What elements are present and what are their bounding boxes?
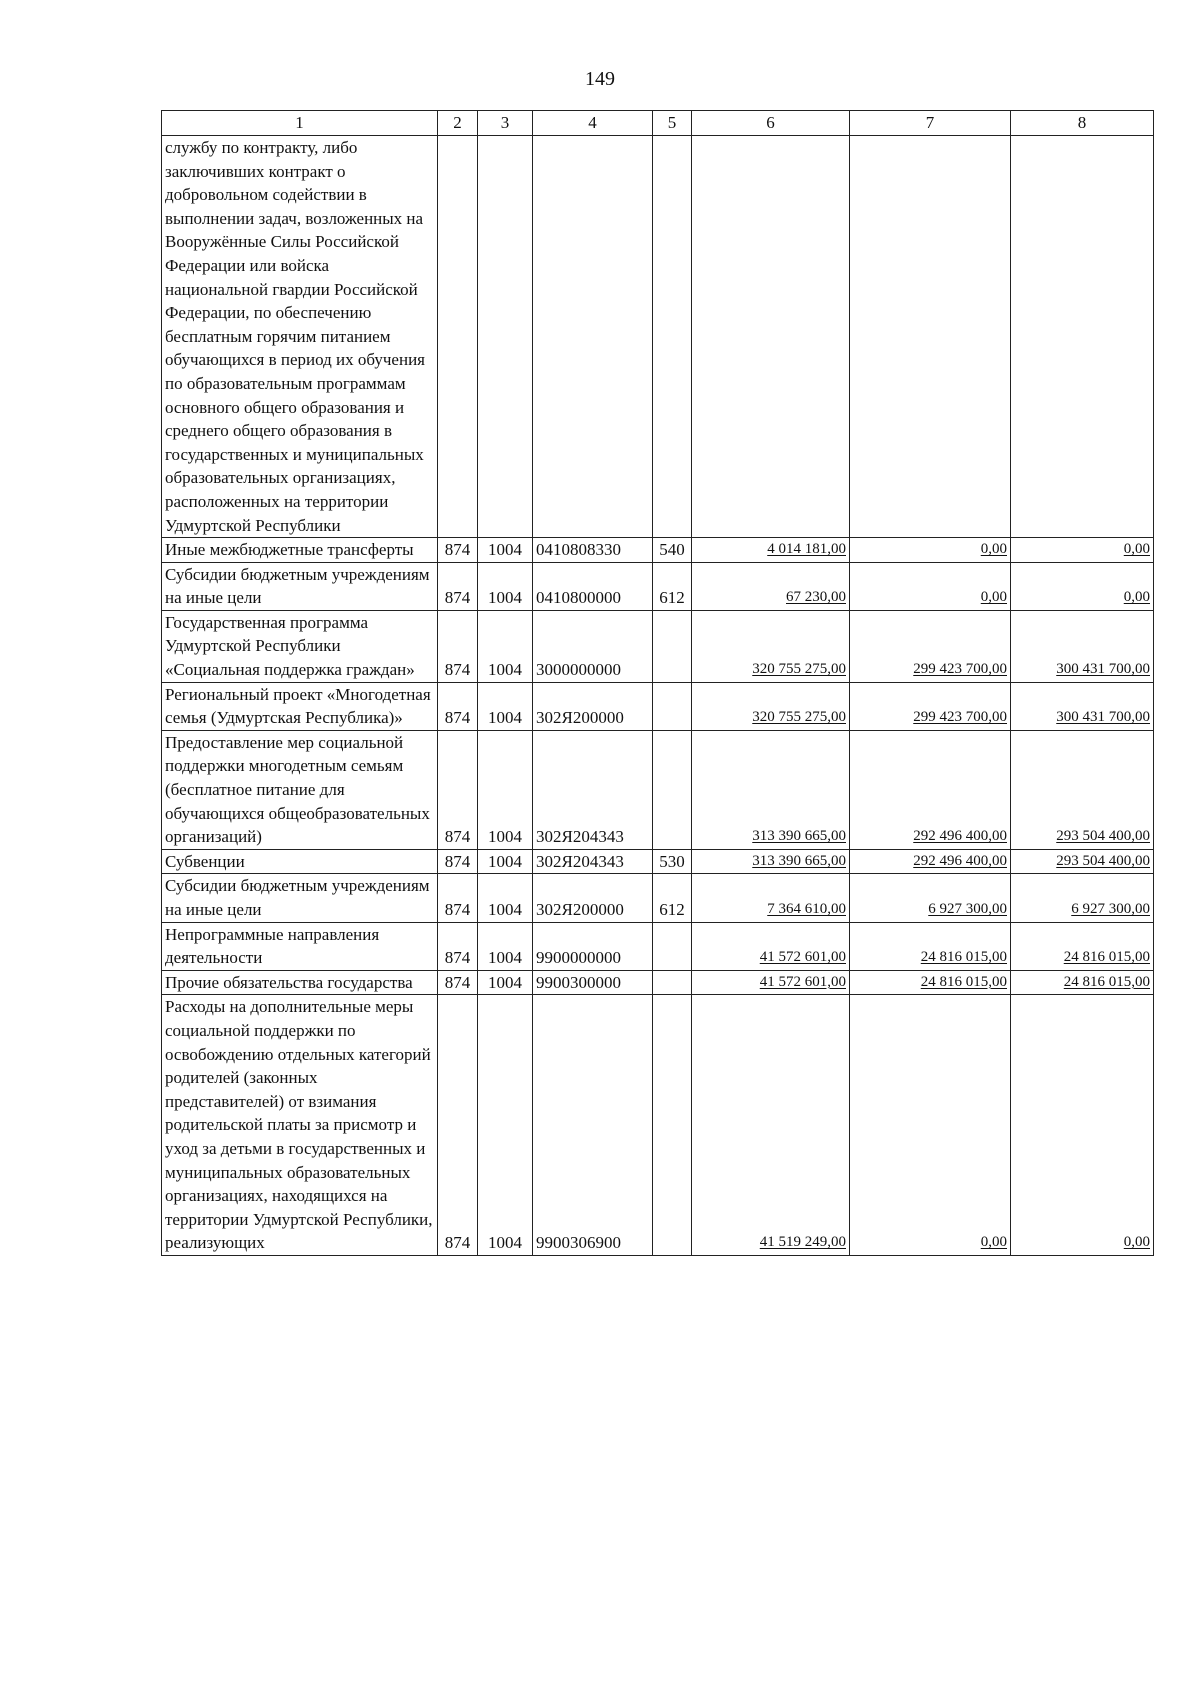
row-rz: 1004 <box>478 610 533 682</box>
row-vr <box>653 136 692 538</box>
table-row <box>162 849 1154 874</box>
row-vr: 612 <box>653 562 692 610</box>
row-amount-3: 24 816 015,00 <box>1011 970 1154 995</box>
row-amount-2: 24 816 015,00 <box>850 922 1011 970</box>
row-name: Предоставление мер социальной поддержки многодетным семьям (бесплатное питание для обучающихся общеобразовательных организаций) <box>162 730 438 849</box>
row-vr <box>653 610 692 682</box>
row-amount-3: 0,00 <box>1011 562 1154 610</box>
row-amount-1: 41 572 601,00 <box>692 922 850 970</box>
column-header: 6 <box>692 111 850 136</box>
row-name: Субсидии бюджетным учреждениям на иные цели <box>162 874 438 922</box>
row-amount-3: 293 504 400,00 <box>1011 730 1154 849</box>
column-header: 1 <box>162 111 438 136</box>
row-rz: 1004 <box>478 562 533 610</box>
column-header: 8 <box>1011 111 1154 136</box>
row-vr: 612 <box>653 874 692 922</box>
row-ved: 874 <box>438 562 478 610</box>
row-amount-1: 41 519 249,00 <box>692 995 850 1256</box>
row-csr: 3000000000 <box>533 610 653 682</box>
row-rz: 1004 <box>478 922 533 970</box>
row-rz: 1004 <box>478 730 533 849</box>
row-rz: 1004 <box>478 995 533 1256</box>
row-rz: 1004 <box>478 682 533 730</box>
row-ved: 874 <box>438 682 478 730</box>
row-vr <box>653 995 692 1256</box>
row-name: Непрограммные направления деятельности <box>162 922 438 970</box>
row-ved: 874 <box>438 874 478 922</box>
row-ved: 874 <box>438 995 478 1256</box>
row-ved: 874 <box>438 610 478 682</box>
row-csr: 302Я200000 <box>533 682 653 730</box>
row-amount-3: 0,00 <box>1011 995 1154 1256</box>
row-amount-2: 0,00 <box>850 538 1011 563</box>
column-header: 4 <box>533 111 653 136</box>
column-header: 7 <box>850 111 1011 136</box>
row-amount-1: 4 014 181,00 <box>692 538 850 563</box>
row-ved: 874 <box>438 730 478 849</box>
page-number: 149 <box>585 68 615 90</box>
row-csr: 302Я204343 <box>533 730 653 849</box>
row-vr <box>653 730 692 849</box>
row-csr: 302Я200000 <box>533 874 653 922</box>
table-row <box>162 970 1154 995</box>
row-amount-2: 6 927 300,00 <box>850 874 1011 922</box>
row-ved: 874 <box>438 922 478 970</box>
column-header: 5 <box>653 111 692 136</box>
table-row <box>162 538 1154 563</box>
row-amount-1: 320 755 275,00 <box>692 682 850 730</box>
row-name: Государственная программа Удмуртской Республики «Социальная поддержка граждан» <box>162 610 438 682</box>
row-amount-3: 300 431 700,00 <box>1011 610 1154 682</box>
row-name: службу по контракту, либо заключивших контракт о добровольном содействии в выполнении задач, возложенных на Вооружённые Силы Российской Федерации или войска национальной гвардии Российской Федерации, по обеспечению бесплатным горячим питанием обучающихся в период их обучения по образовательным программам основного общего образования и среднего общего образования в государственных и муниципальных образовательных организациях, расположенных на территории Удмуртской Республики <box>162 136 438 538</box>
row-csr: 9900306900 <box>533 995 653 1256</box>
row-name: Прочие обязательства государства <box>162 970 438 995</box>
row-csr: 0410800000 <box>533 562 653 610</box>
row-amount-2: 24 816 015,00 <box>850 970 1011 995</box>
row-vr <box>653 970 692 995</box>
table-row <box>162 562 1154 610</box>
row-rz: 1004 <box>478 849 533 874</box>
row-amount-2: 299 423 700,00 <box>850 682 1011 730</box>
row-amount-3: 293 504 400,00 <box>1011 849 1154 874</box>
row-vr: 540 <box>653 538 692 563</box>
row-amount-3: 300 431 700,00 <box>1011 682 1154 730</box>
row-vr <box>653 922 692 970</box>
row-amount-3: 24 816 015,00 <box>1011 922 1154 970</box>
row-rz <box>478 136 533 538</box>
row-amount-2: 0,00 <box>850 562 1011 610</box>
header-row <box>162 111 1154 136</box>
row-ved: 874 <box>438 849 478 874</box>
row-name: Иные межбюджетные трансферты <box>162 538 438 563</box>
row-amount-3: 0,00 <box>1011 538 1154 563</box>
table-row <box>162 610 1154 682</box>
row-amount-2: 0,00 <box>850 995 1011 1256</box>
row-amount-1: 41 572 601,00 <box>692 970 850 995</box>
row-amount-3 <box>1011 136 1154 538</box>
row-csr: 9900300000 <box>533 970 653 995</box>
table-row <box>162 995 1154 1256</box>
row-name: Региональный проект «Многодетная семья (Удмуртская Республика)» <box>162 682 438 730</box>
row-csr: 0410808330 <box>533 538 653 563</box>
row-ved: 874 <box>438 970 478 995</box>
row-amount-1: 313 390 665,00 <box>692 730 850 849</box>
row-name: Субвенции <box>162 849 438 874</box>
row-amount-1: 67 230,00 <box>692 562 850 610</box>
column-header: 2 <box>438 111 478 136</box>
table-row <box>162 682 1154 730</box>
column-header: 3 <box>478 111 533 136</box>
row-ved: 874 <box>438 538 478 563</box>
row-ved <box>438 136 478 538</box>
row-rz: 1004 <box>478 538 533 563</box>
row-amount-2: 292 496 400,00 <box>850 730 1011 849</box>
row-rz: 1004 <box>478 970 533 995</box>
row-csr <box>533 136 653 538</box>
row-amount-1: 320 755 275,00 <box>692 610 850 682</box>
table-row <box>162 730 1154 849</box>
row-amount-1 <box>692 136 850 538</box>
row-amount-2: 299 423 700,00 <box>850 610 1011 682</box>
table-row <box>162 922 1154 970</box>
row-rz: 1004 <box>478 874 533 922</box>
row-name: Субсидии бюджетным учреждениям на иные цели <box>162 562 438 610</box>
table-row <box>162 136 1154 538</box>
budget-table <box>161 110 1154 1256</box>
row-amount-3: 6 927 300,00 <box>1011 874 1154 922</box>
row-name: Расходы на дополнительные меры социальной поддержки по освобождению отдельных категорий родителей (законных представителей) от взимания родительской платы за присмотр и уход за детьми в государственных и муниципальных образовательных организациях, находящихся на территории Удмуртской Республики, реализующих <box>162 995 438 1256</box>
row-amount-2: 292 496 400,00 <box>850 849 1011 874</box>
row-vr <box>653 682 692 730</box>
table-row <box>162 874 1154 922</box>
row-csr: 9900000000 <box>533 922 653 970</box>
row-csr: 302Я204343 <box>533 849 653 874</box>
row-amount-1: 313 390 665,00 <box>692 849 850 874</box>
row-vr: 530 <box>653 849 692 874</box>
row-amount-1: 7 364 610,00 <box>692 874 850 922</box>
row-amount-2 <box>850 136 1011 538</box>
